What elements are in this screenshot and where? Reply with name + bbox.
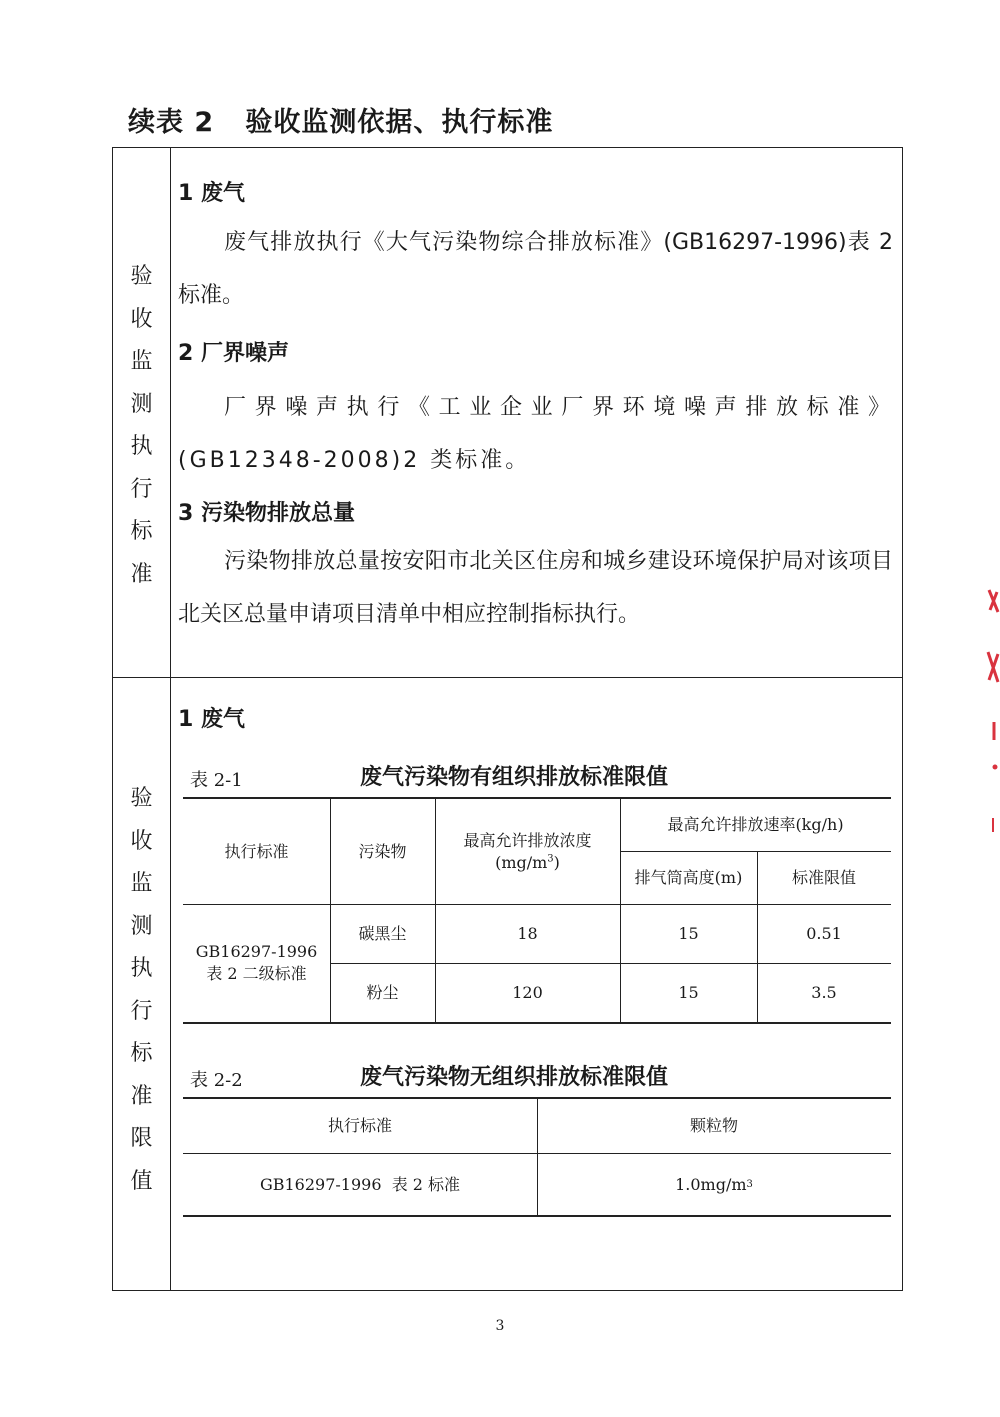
- page-number: 3: [495, 1318, 505, 1334]
- table1-header-pollutant: 污染物: [358, 841, 407, 861]
- table-cell: 3.5: [811, 982, 837, 1002]
- table1-header-concentration: [435, 799, 620, 904]
- table1-header-standard: 执行标准: [224, 841, 289, 861]
- section-divider: [113, 677, 902, 678]
- table1-header-limit: 标准限值: [791, 867, 856, 887]
- table-cell: 120: [512, 982, 543, 1002]
- concentration-label: 最高允许排放浓度: [463, 830, 592, 850]
- table1-header-rate: 最高允许排放速率(kg/h): [667, 815, 844, 834]
- table1-caption: 废气污染物有组织排放标准限值: [360, 765, 669, 790]
- table-cell: 15: [678, 923, 699, 943]
- heading-waste-gas-limits: 1 废气: [178, 707, 245, 732]
- table-cell: 0.51: [806, 923, 842, 943]
- table2-caption: 废气污染物无组织排放标准限值: [360, 1065, 669, 1090]
- table1-header-stack-height: 排气筒高度(m): [634, 867, 743, 887]
- table-cell: 1.0mg/m 3: [675, 1175, 753, 1194]
- table2-header-pm: 颗粒物: [689, 1116, 738, 1135]
- standard-grade: 表 2 二级标准: [206, 964, 307, 983]
- table1-standard-cell: [183, 904, 330, 1022]
- paragraph-waste-gas: 废气排放执行《大气污染物综合排放标准》(GB16297-1996)表 2 标准。: [178, 230, 893, 308]
- concentration-unit: $(mg/m^3)$: [495, 852, 560, 872]
- table2-number: 表 2-2: [190, 1070, 243, 1091]
- heading-total-emission: 3 污染物排放总量: [178, 501, 355, 526]
- standard-code: GB16297-1996: [195, 942, 318, 961]
- label-column-divider: [170, 148, 171, 1290]
- page-title: 续表 2 验收监测依据、执行标准: [128, 107, 554, 138]
- section1-vertical-label: 验 收 监 测 执 行 标 准: [130, 264, 153, 587]
- table-cell: 18: [517, 923, 538, 943]
- heading-waste-gas: 1 废气: [178, 181, 245, 206]
- paragraph-noise: 厂界噪声执行《工业企业厂界环境噪声排放标准》(GB12348-2008)2 类标准。: [178, 395, 893, 473]
- section2-vertical-label: 验 收 监 测 执 行 标 准 限 值: [130, 786, 153, 1194]
- table1-number: 表 2-1: [190, 770, 243, 791]
- table-cell: 碳黑尘: [358, 923, 407, 943]
- red-stamp-fragment: [986, 582, 1000, 842]
- heading-noise: 2 厂界噪声: [178, 341, 289, 366]
- table-cell: 15: [678, 982, 699, 1002]
- table2-bottom-rule: [183, 1215, 891, 1217]
- table-cell: GB16297-1996 表 2 标准: [259, 1175, 461, 1194]
- table-cell: 粉尘: [366, 982, 399, 1002]
- table2-header-standard: 执行标准: [327, 1116, 392, 1135]
- table1-bottom-rule: [183, 1022, 891, 1024]
- paragraph-total-emission: 污染物排放总量按安阳市北关区住房和城乡建设环境保护局对该项目北关区总量申请项目清单中相应控制指标执行。: [178, 549, 893, 627]
